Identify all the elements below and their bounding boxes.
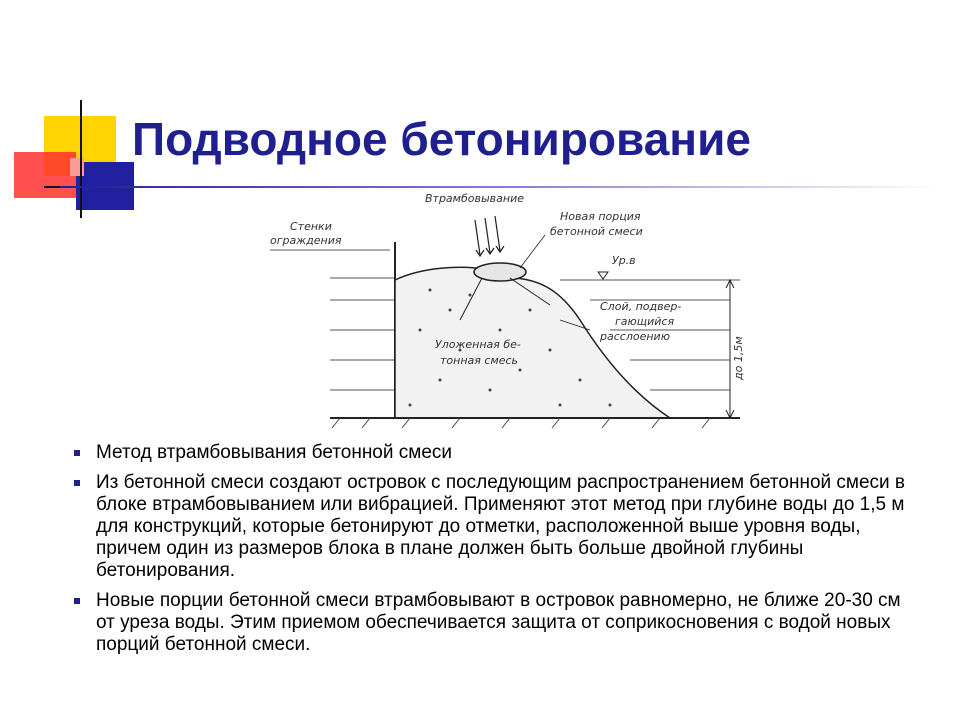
bullet-item bbox=[74, 472, 924, 582]
concreting-diagram bbox=[260, 180, 760, 450]
label-new-portion-2: бетонной смеси bbox=[550, 225, 643, 238]
bullet-item bbox=[74, 442, 924, 464]
bullet-item bbox=[74, 590, 924, 656]
bullet-marker bbox=[74, 480, 80, 486]
bullet-list bbox=[74, 442, 924, 664]
label-walls-2: ограждения bbox=[270, 234, 342, 247]
decor-red-square bbox=[14, 152, 76, 198]
label-laid-1: Уложенная бе- bbox=[435, 338, 521, 351]
bullet-text: Новые порции бетонной смеси втрамбовывают в островок равномерно, не ближе 20-30 см от уреза воды. Этим приемом обеспечивается защита от соприкосновения с водой новых порций бетонной смеси. bbox=[96, 590, 901, 655]
label-depth: до 1,5м bbox=[732, 336, 745, 380]
label-water-level: Ур.в bbox=[612, 254, 636, 267]
water-level-marker bbox=[598, 272, 608, 279]
bullet-text: Метод втрамбовывания бетонной смеси bbox=[96, 442, 453, 463]
ground-hatching bbox=[332, 418, 710, 428]
tamping-arrows bbox=[475, 216, 504, 256]
label-layer-2: гающийся bbox=[615, 315, 675, 328]
label-walls-1: Стенки bbox=[290, 220, 332, 233]
bullet-marker bbox=[74, 598, 80, 604]
bullet-text: Из бетонной смеси создают островок с последующим распространением бетонной смеси в блоке втрамбовыванием или вибрацией. Применяют этот метод при глубине воды до 1,5 м для конструкций, которые бетонируют до отметки, расположенной выше уровня воды, причем один из размеров блока в плане должен быть больше двойной глубины бетонирования. bbox=[96, 472, 906, 581]
decor-vertical-line bbox=[80, 100, 82, 218]
label-laid-2: тонная смесь bbox=[440, 354, 519, 367]
label-layer-1: Слой, подвер- bbox=[600, 300, 682, 313]
label-tamping: Втрамбовывание bbox=[425, 192, 524, 205]
label-layer-3: расслоению bbox=[600, 330, 670, 343]
label-new-portion-1: Новая порция bbox=[560, 210, 641, 223]
page-title: Подводное бетонирование bbox=[132, 113, 751, 165]
bullet-marker bbox=[74, 450, 80, 456]
